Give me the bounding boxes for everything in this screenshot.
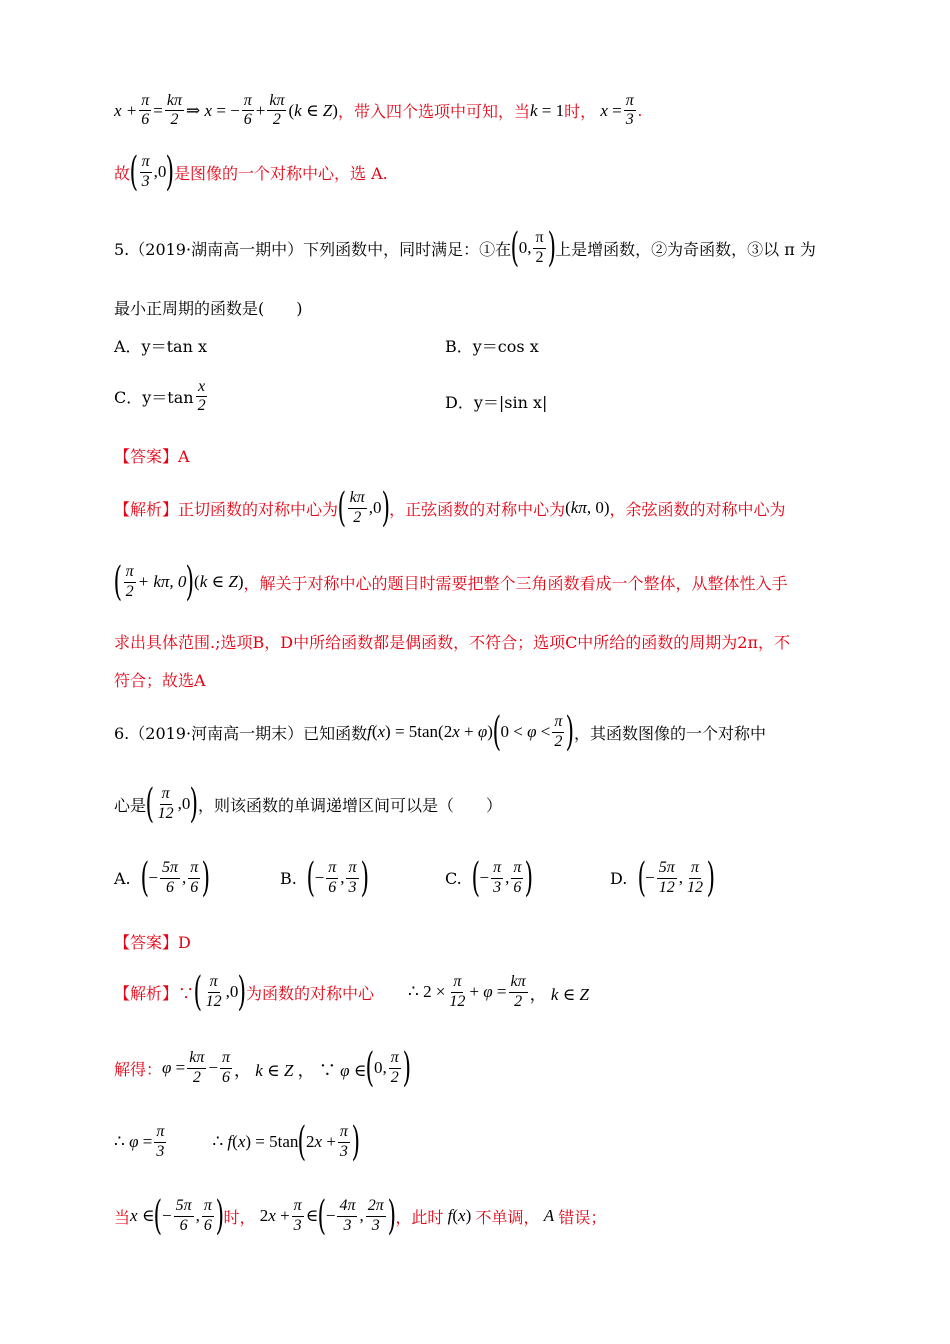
fraction: $\frac{\pi}{2}$ — [125, 563, 134, 600]
option-text: C．y＝tan — [114, 388, 194, 408]
option-d — [445, 390, 547, 413]
option-c: C. ( − $\frac{\pi}{3}$ , $\frac{\pi}{6}$ ) — [445, 855, 534, 901]
fraction: $\frac{\pi}{3}$ — [141, 153, 150, 190]
fraction: $\frac{\pi}{3}$ — [348, 859, 357, 896]
question-text: ，则该函数的单调递增区间可以是（ ） — [197, 795, 502, 815]
question-text: 心是 — [114, 795, 147, 815]
fraction: $\frac{2\pi}{3}$ — [367, 1197, 384, 1234]
fraction: $\frac{k\pi}{2}$ — [269, 92, 285, 129]
option-text: B．y＝cos x — [445, 337, 539, 356]
question-5-stem-cont — [114, 296, 303, 319]
solution-text: 是图像的一个对称中心，选 A. — [174, 163, 388, 183]
explanation-text: 解得： — [114, 1059, 163, 1079]
solution-line-1: x + $\frac{\pi}{6}$ = $\frac{k\pi}{2}$ ⇒ x = − $\frac{\pi}{6}$ + $\frac{k\pi}{2}$ (k ∈ Z) ，带入四个选项中可知，当 k = 1 时， x = $\frac{\pi}{3}$ . — [114, 92, 643, 129]
fraction: $\frac{5\pi}{6}$ — [175, 1197, 192, 1234]
answer-label: 【答案】D — [114, 933, 191, 952]
question-text: ，其函数图像的一个对称中 — [574, 723, 767, 743]
fraction: $\frac{\pi}{3}$ — [293, 1197, 302, 1234]
option-label: A. — [114, 868, 131, 888]
option-label: B. — [280, 868, 297, 888]
answer-6 — [114, 930, 191, 953]
option-text: A．y＝tan x — [114, 337, 207, 356]
explanation-text: 符合；故选A — [114, 671, 206, 690]
fraction: $\frac{\pi}{12}$ — [686, 859, 703, 896]
explanation-text: 时， — [223, 1207, 256, 1227]
explanation-text: ，此时 — [395, 1207, 444, 1227]
fraction: $\frac{5\pi}{6}$ — [162, 859, 179, 896]
explanation-text: ，解关于对称中心的题目时需要把整个三角函数看成一个整体，从整体性入手 — [243, 573, 788, 593]
answer-label: 【答案】A — [114, 447, 190, 466]
explanation-5-line-3 — [114, 630, 790, 653]
option-label: D. — [610, 868, 628, 888]
explanation-text: 错误； — [558, 1207, 607, 1227]
fraction: $\frac{\pi}{2}$ — [554, 713, 563, 750]
explanation-text: 【解析】∵ — [114, 983, 195, 1003]
explanation-text: 当 — [114, 1207, 131, 1227]
question-text: 最小正周期的函数是( ) — [114, 299, 303, 318]
fraction: $\frac{\pi}{3}$ — [156, 1123, 165, 1160]
question-text: 6.（2019·河南高一期末）已知函数 — [114, 723, 368, 743]
question-6-stem: 6.（2019·河南高一期末）已知函数 f(x) = 5tan(2x + φ) ( 0 < φ < $\frac{\pi}{2}$ ) ，其函数图像的一个对称中 — [114, 709, 767, 755]
fraction: $\frac{\pi}{12}$ — [205, 973, 222, 1010]
question-5-stem: 5.（2019·湖南高一期中）下列函数中，同时满足：①在 ( 0, $\frac{\pi}{2}$ ) 上是增函数，②为奇函数，③以 π 为 — [114, 225, 816, 271]
explanation-5-line-4 — [114, 668, 206, 691]
option-text: D．y＝|sin x| — [445, 393, 548, 412]
fraction: $\frac{\pi}{3}$ — [493, 859, 502, 896]
fraction: $\frac{4\pi}{3}$ — [339, 1197, 356, 1234]
explanation-text: ，余弦函数的对称中心为 — [609, 499, 786, 519]
option-b — [445, 334, 539, 357]
fraction: $\frac{\pi}{2}$ — [390, 1049, 399, 1086]
fraction: $\frac{k\pi}{2}$ — [349, 489, 365, 526]
option-b: B. ( − $\frac{\pi}{6}$ , $\frac{\pi}{3}$ ) — [280, 855, 369, 901]
fraction: $\frac{k\pi}{2}$ — [510, 973, 526, 1010]
explanation-5-line-1: 【解析】正切函数的对称中心为 ( $\frac{k\pi}{2}$ ,0 ) ，正弦函数的对称中心为 (kπ, 0) ，余弦函数的对称中心为 — [114, 485, 786, 531]
fraction: $\frac{\pi}{6}$ — [141, 92, 150, 129]
explanation-text: 求出具体范围.;选项B，D中所给函数都是偶函数，不符合；选项C中所给的函数的周期为2π，不 — [114, 633, 791, 652]
fraction: $\frac{\pi}{6}$ — [328, 859, 337, 896]
math-expression: x + — [114, 100, 138, 120]
fraction: $\frac{\pi}{12}$ — [449, 973, 466, 1010]
explanation-text: ，正弦函数的对称中心为 — [389, 499, 566, 519]
fraction: $\frac{k\pi}{2}$ — [189, 1049, 205, 1086]
explanation-text: 【解析】正切函数的对称中心为 — [114, 499, 339, 519]
explanation-6-line-2: 解得： φ = $\frac{k\pi}{2}$ − $\frac{\pi}{6}$ ， k ∈ Z ， ∵ φ ∈ ( 0, $\frac{\pi}{2}$ ) — [114, 1045, 411, 1091]
solution-text: 故 — [114, 163, 131, 183]
option-d: D. ( − $\frac{5\pi}{12}$ , $\frac{\pi}{12}$ ) — [610, 855, 716, 901]
fraction: $\frac{\pi}{6}$ — [221, 1049, 230, 1086]
answer-5 — [114, 444, 190, 467]
solution-text: 时， — [564, 102, 597, 122]
option-a: A. ( − $\frac{5\pi}{6}$ , $\frac{\pi}{6}$ ) — [114, 855, 211, 901]
fraction: $\frac{\pi}{6}$ — [190, 859, 199, 896]
solution-line-2: 故 ( $\frac{\pi}{3}$ ,0 ) 是图像的一个对称中心，选 A. — [114, 149, 388, 195]
question-6-stem-cont: 心是 ( $\frac{\pi}{12}$ ,0 ) ，则该函数的单调递增区间可以是（ ） — [114, 781, 502, 827]
option-a — [114, 334, 207, 357]
explanation-6-line-1: 【解析】∵ ( $\frac{\pi}{12}$ ,0 ) 为函数的对称中心 ∴ 2 × $\frac{\pi}{12}$ + φ = $\frac{k\pi}{2}$ ， k ∈ Z — [114, 969, 589, 1015]
fraction: $\frac{\pi}{6}$ — [243, 92, 252, 129]
fraction: $\frac{\pi}{6}$ — [513, 859, 522, 896]
fraction: $\frac{5\pi}{12}$ — [658, 859, 675, 896]
fraction: $\frac{k\pi}{2}$ — [166, 92, 183, 129]
explanation-6-line-4: 当 x ∈ ( − $\frac{5\pi}{6}$ , $\frac{\pi}{6}$ ) 时， 2x + $\frac{\pi}{3}$ ∈ ( − $\frac{4\pi}{3}$ , $\frac{2\pi}{3}$ ) ，此时 f(x) 不单调， A 错误； — [114, 1193, 607, 1239]
fraction: $\frac{x}{2}$ — [197, 378, 206, 415]
fraction: $\frac{\pi}{6}$ — [203, 1197, 212, 1234]
option-c — [114, 378, 210, 416]
explanation-text: 不单调， — [475, 1207, 540, 1227]
fraction: $\frac{\pi}{2}$ — [535, 229, 544, 266]
fraction: $\frac{\pi}{3}$ — [625, 92, 634, 129]
fraction: $\frac{\pi}{3}$ — [339, 1123, 348, 1160]
explanation-5-line-2: ( $\frac{\pi}{2}$ + kπ, 0 ) (k ∈ Z) ，解关于对称中心的题目时需要把整个三角函数看成一个整体，从整体性入手 — [113, 559, 788, 605]
solution-text: ，带入四个选项中可知，当 — [337, 102, 530, 122]
explanation-text: 为函数的对称中心 — [245, 983, 374, 1003]
option-label: C. — [445, 868, 462, 888]
fraction: $\frac{\pi}{12}$ — [157, 785, 174, 822]
explanation-6-line-3: ∴ φ = $\frac{\pi}{3}$ ∴ f(x) = 5tan ( 2x + $\frac{\pi}{3}$ ) — [114, 1119, 361, 1165]
